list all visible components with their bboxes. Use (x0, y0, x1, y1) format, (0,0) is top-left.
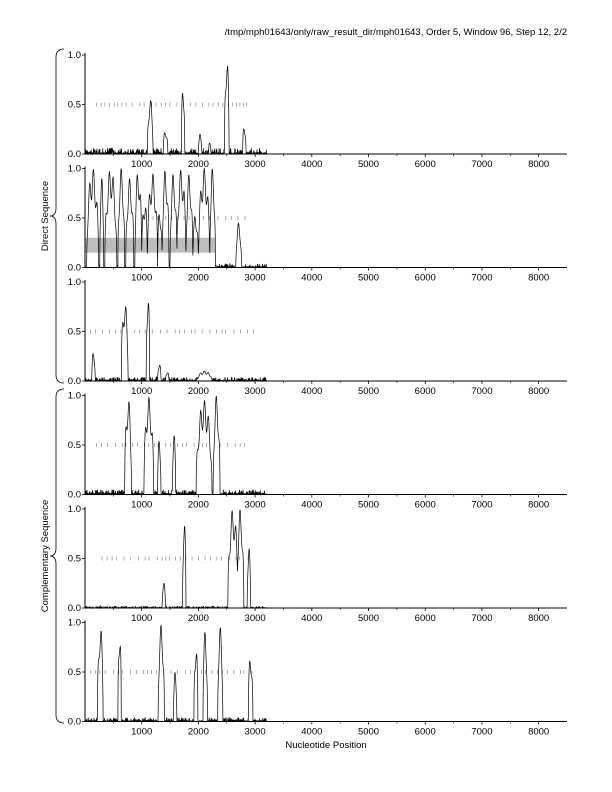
y-tick-label: 0.0 (67, 716, 81, 728)
series-line (85, 169, 567, 268)
x-tick-label: 1000 (131, 272, 153, 284)
x-tick-label: 6000 (414, 726, 436, 738)
x-tick-label: 1000 (131, 726, 153, 738)
y-tick-label: 0.5 (67, 667, 81, 678)
complementary-brace (50, 389, 64, 723)
x-tick-label: 3000 (244, 386, 266, 397)
x-tick-label: 8000 (528, 386, 550, 397)
x-tick-label: 4000 (301, 159, 323, 170)
x-tick-label: 2000 (187, 726, 209, 738)
x-tick-label: 4000 (301, 726, 323, 738)
x-tick-label: 6000 (414, 386, 436, 397)
x-tick-label: 1000 (131, 386, 153, 397)
y-tick-label: 1.0 (67, 163, 81, 175)
x-tick-label: 8000 (528, 726, 550, 738)
x-tick-label: 2000 (187, 386, 209, 397)
x-tick-label: 8000 (528, 499, 550, 511)
y-tick-label: 1.0 (67, 390, 81, 402)
x-tick-label: 6000 (414, 613, 436, 624)
y-tick-label: 1.0 (67, 277, 81, 288)
x-tick-label: 5000 (357, 159, 380, 170)
x-tick-label: 7000 (471, 159, 493, 170)
x-tick-label: 6000 (414, 159, 436, 170)
x-tick-label: 7000 (471, 726, 493, 738)
y-tick-label: 0.5 (67, 553, 81, 565)
y-tick-label: 0.0 (67, 149, 81, 160)
series-line (85, 396, 567, 494)
x-tick-label: 7000 (471, 386, 493, 397)
panel-5 (68, 504, 567, 624)
y-tick-label: 0.0 (67, 489, 81, 501)
highlight-band (85, 238, 215, 253)
x-tick-label: 2000 (187, 613, 209, 624)
x-tick-label: 4000 (301, 272, 323, 284)
x-tick-label: 2000 (187, 272, 209, 284)
x-tick-label: 8000 (528, 272, 550, 284)
y-tick-label: 1.0 (67, 50, 81, 61)
panel-6 (68, 618, 567, 738)
x-tick-label: 7000 (471, 613, 493, 624)
figure-title: /tmp/mph01643/only/raw_result_dir/mph01643, Order 5, Window 96, Step 12, 2/2 (224, 27, 567, 38)
y-tick-label: 0.5 (67, 440, 81, 451)
panel-2 (68, 164, 567, 284)
x-tick-label: 2000 (187, 499, 209, 511)
x-tick-label: 4000 (301, 386, 323, 397)
x-tick-label: 6000 (414, 499, 436, 511)
y-tick-label: 1.0 (67, 617, 81, 629)
x-tick-label: 5000 (357, 726, 380, 738)
x-tick-label: 3000 (244, 272, 266, 284)
x-tick-label: 4000 (301, 499, 323, 511)
panel-4 (68, 391, 567, 511)
x-tick-label: 8000 (528, 613, 550, 624)
x-tick-label: 8000 (528, 159, 550, 170)
panel-1 (68, 50, 567, 170)
series-line (85, 303, 567, 381)
y-tick-label: 0.0 (67, 262, 81, 274)
x-tick-label: 5000 (357, 613, 380, 624)
x-tick-label: 7000 (471, 499, 493, 511)
direct-brace (50, 49, 64, 383)
y-tick-label: 0.5 (67, 213, 81, 224)
y-tick-label: 0.0 (67, 603, 81, 614)
series-line (85, 625, 567, 721)
x-tick-label: 1000 (131, 159, 153, 170)
y-tick-label: 1.0 (67, 504, 81, 515)
panels (68, 50, 567, 738)
x-tick-label: 4000 (301, 613, 323, 624)
y-tick-label: 0.5 (67, 326, 81, 338)
y-tick-label: 0.0 (67, 376, 81, 387)
x-tick-label: 5000 (357, 499, 380, 511)
x-tick-label: 1000 (131, 499, 153, 511)
complementary-sequence-label: Complementary Sequence (40, 499, 51, 613)
x-tick-label: 7000 (471, 272, 493, 284)
x-tick-label: 3000 (244, 726, 266, 738)
x-axis-label: Nucleotide Position (285, 740, 367, 751)
x-tick-label: 5000 (357, 386, 380, 397)
x-tick-label: 3000 (244, 159, 266, 170)
x-tick-label: 1000 (131, 613, 153, 624)
series-line (85, 66, 567, 154)
x-tick-label: 2000 (187, 159, 209, 170)
x-tick-label: 3000 (244, 613, 266, 624)
direct-sequence-label: Direct Sequence (40, 180, 51, 252)
x-tick-label: 6000 (414, 272, 436, 284)
x-tick-label: 3000 (244, 499, 266, 511)
y-tick-label: 0.5 (67, 99, 81, 111)
x-tick-label: 5000 (357, 272, 380, 284)
panel-3 (68, 277, 567, 397)
